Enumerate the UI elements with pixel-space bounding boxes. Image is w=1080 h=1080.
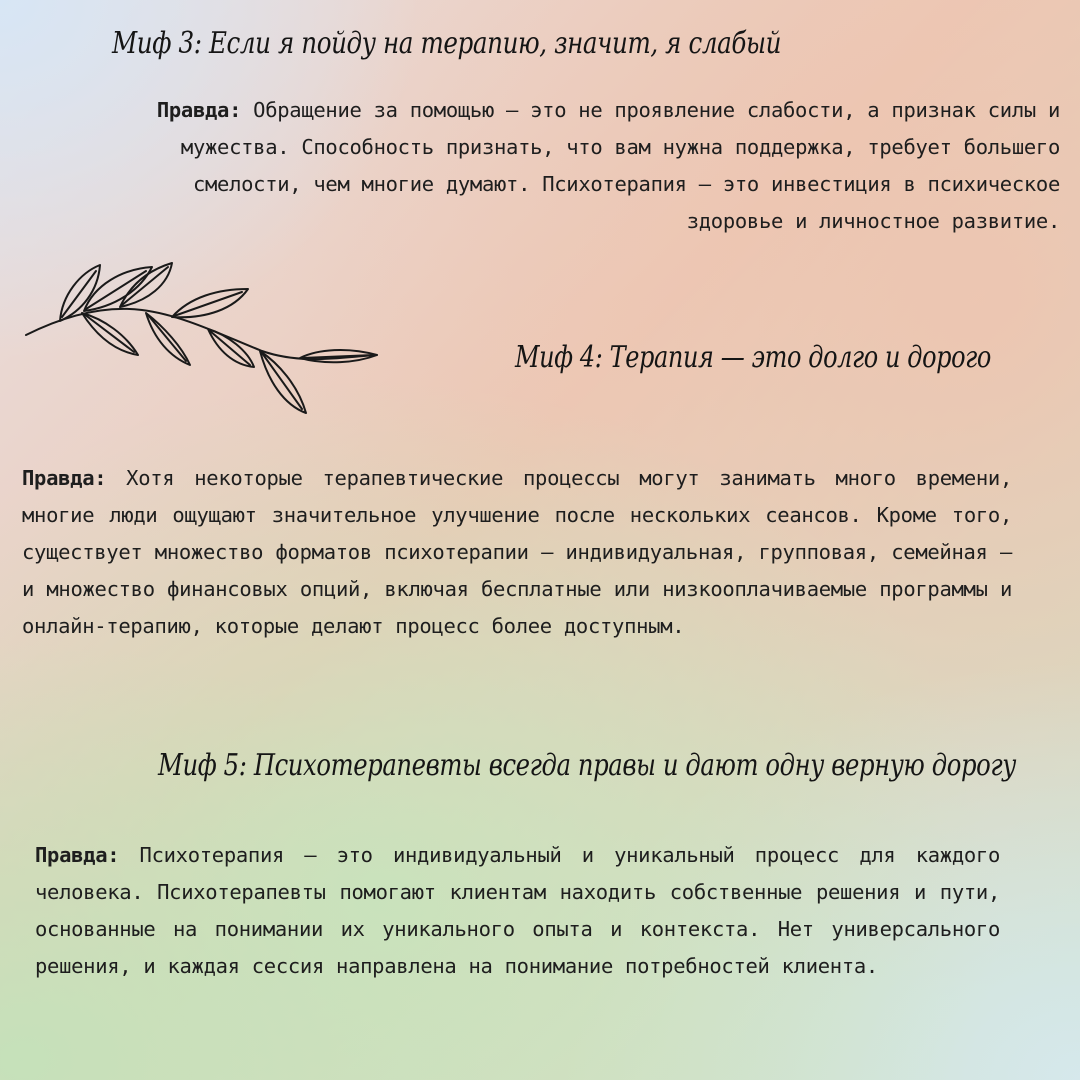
- myth-5-truth-paragraph: [35, 837, 1000, 985]
- truth-text: Психотерапия — это индивидуальный и уникальный процесс для каждого человека. Психотерапевты помогают клиентам находить собственные решения и пути, основанные на понимании их уникального опыта и контекста. Нет универсального решения, и каждая сессия направлена на понимание потребностей клиента.: [35, 843, 1000, 978]
- truth-label: Правда:: [156, 98, 242, 122]
- myth-5-heading: Миф 5: Психотерапевты всегда правы и дают одну верную дорогу: [158, 748, 1016, 783]
- myth-3-heading: Миф 3: Если я пойду на терапию, значит, я слабый: [112, 26, 782, 61]
- truth-text: Хотя некоторые терапевтические процессы могут занимать много времени, многие люди ощущают значительное улучшение после нескольких сеансов. Кроме того, существует множество форматов психотерапии — индивидуальная, групповая, семейная — и множество финансовых опций, включая бесплатные или низкооплачиваемые программы и онлайн-терапию, которые делают процесс более доступным.: [22, 466, 1012, 638]
- myth-4-truth-paragraph: [22, 460, 1012, 645]
- truth-label: Правда:: [35, 843, 120, 867]
- truth-label: Правда:: [22, 466, 107, 490]
- truth-text: Обращение за помощью – это не проявление слабости, а признак силы и мужества. Способность признать, что вам нужна поддержка, требует большего смелости, чем многие думают. Психотерапия – это инвестиция в психическое здоровье и личностное развитие.: [180, 98, 1060, 233]
- myth-4-heading: Миф 4: Терапия — это долго и дорого: [515, 340, 991, 375]
- myth-3-truth-paragraph: [112, 92, 1060, 240]
- leaf-branch-icon: [22, 255, 382, 420]
